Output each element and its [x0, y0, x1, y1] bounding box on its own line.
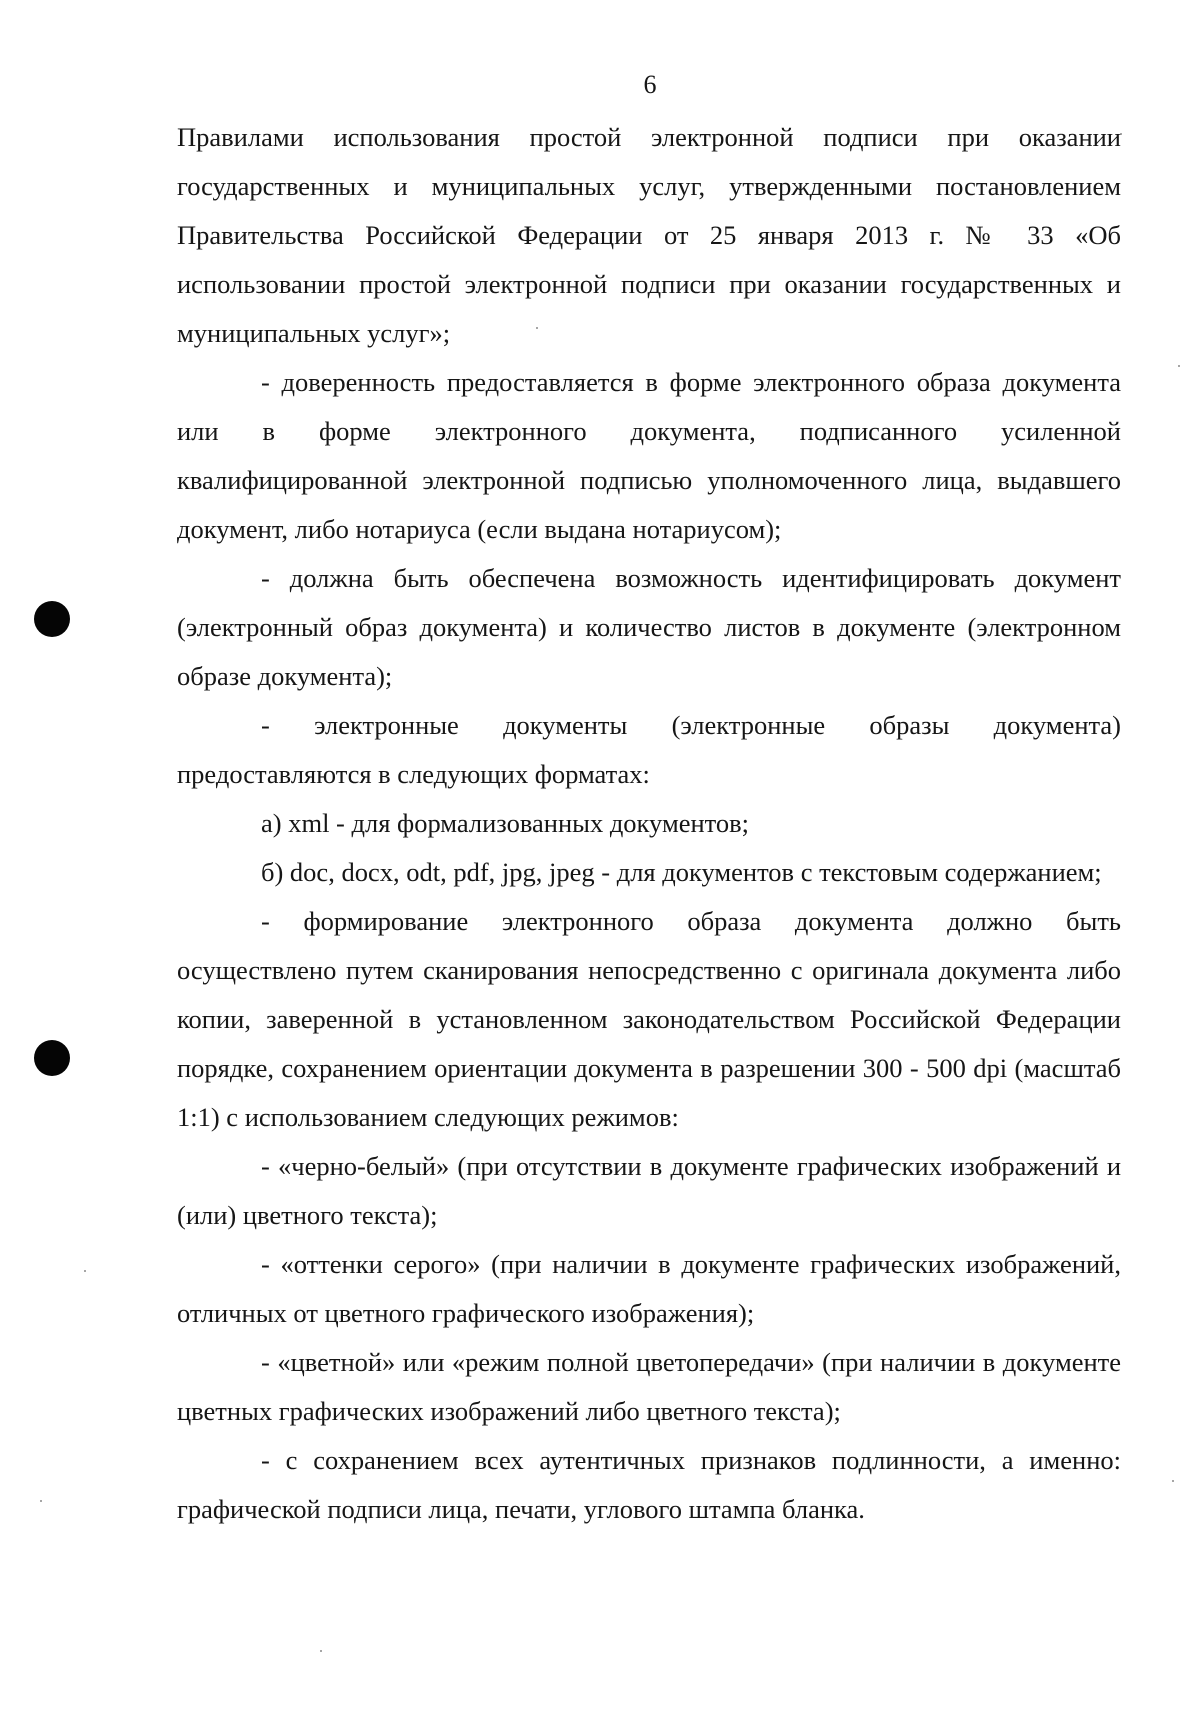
scan-speck	[1178, 365, 1180, 367]
page-number: 6	[643, 70, 657, 99]
scan-speck	[40, 1500, 42, 1502]
list-item-grayscale: - «оттенки серого» (при наличии в документе графических изображений, отличных от цветного графического изображения);	[177, 1249, 1121, 1328]
list-item-xml: а) xml - для формализованных документов;	[261, 808, 750, 838]
paragraph-authenticity: - с сохранением всех аутентичных признаков подлинности, а именно: графической подписи лица, печати, углового штампа бланка.	[177, 1445, 1121, 1524]
punch-hole-top	[34, 601, 70, 637]
punch-hole-bottom	[34, 1040, 70, 1076]
scan-speck	[84, 1270, 86, 1272]
paragraph-power-of-attorney: - доверенность предоставляется в форме электронного образа документа или в форме электронного документа, подписанного усиленной квалифицированной электронной подписью уполномоченного лица, выдавшего документ, либо нотариуса (если выдана нотариусом);	[177, 367, 1121, 544]
scan-speck	[320, 1650, 322, 1652]
paragraph-continuation: Правилами использования простой электронной подписи при оказании государственных и муниципальных услуг, утвержденными постановлением Правительства Российской Федерации от 25 января 2013 г. № 33 «Об использовании простой электронной подписи при оказании государственных и муниципальных услуг»;	[177, 122, 1121, 348]
list-item-black-white: - «черно-белый» (при отсутствии в документе графических изображений и (или) цветного текста);	[177, 1151, 1121, 1230]
paragraph-scanning: - формирование электронного образа документа должно быть осуществлено путем сканирования непосредственно с оригинала документа либо копии, заверенной в установленном законодательством Российской Федерации порядке, сохранением ориентации документа в разрешении 300 - 500 dpi (масштаб 1:1) с использованием следующих режимов:	[177, 906, 1121, 1132]
list-item-text-formats: б) doc, docx, odt, pdf, jpg, jpeg - для документов с текстовым содержанием;	[261, 857, 1102, 887]
paragraph-identification: - должна быть обеспечена возможность идентифицировать документ (электронный образ документа) и количество листов в документе (электронном образе документа);	[177, 563, 1121, 691]
list-item-color: - «цветной» или «режим полной цветопередачи» (при наличии в документе цветных графических изображений либо цветного текста);	[177, 1347, 1121, 1426]
paragraph-formats-intro: - электронные документы (электронные образы документа) предоставляются в следующих форматах:	[177, 710, 1121, 789]
document-body	[177, 113, 1121, 1534]
scan-speck	[1172, 1480, 1174, 1482]
